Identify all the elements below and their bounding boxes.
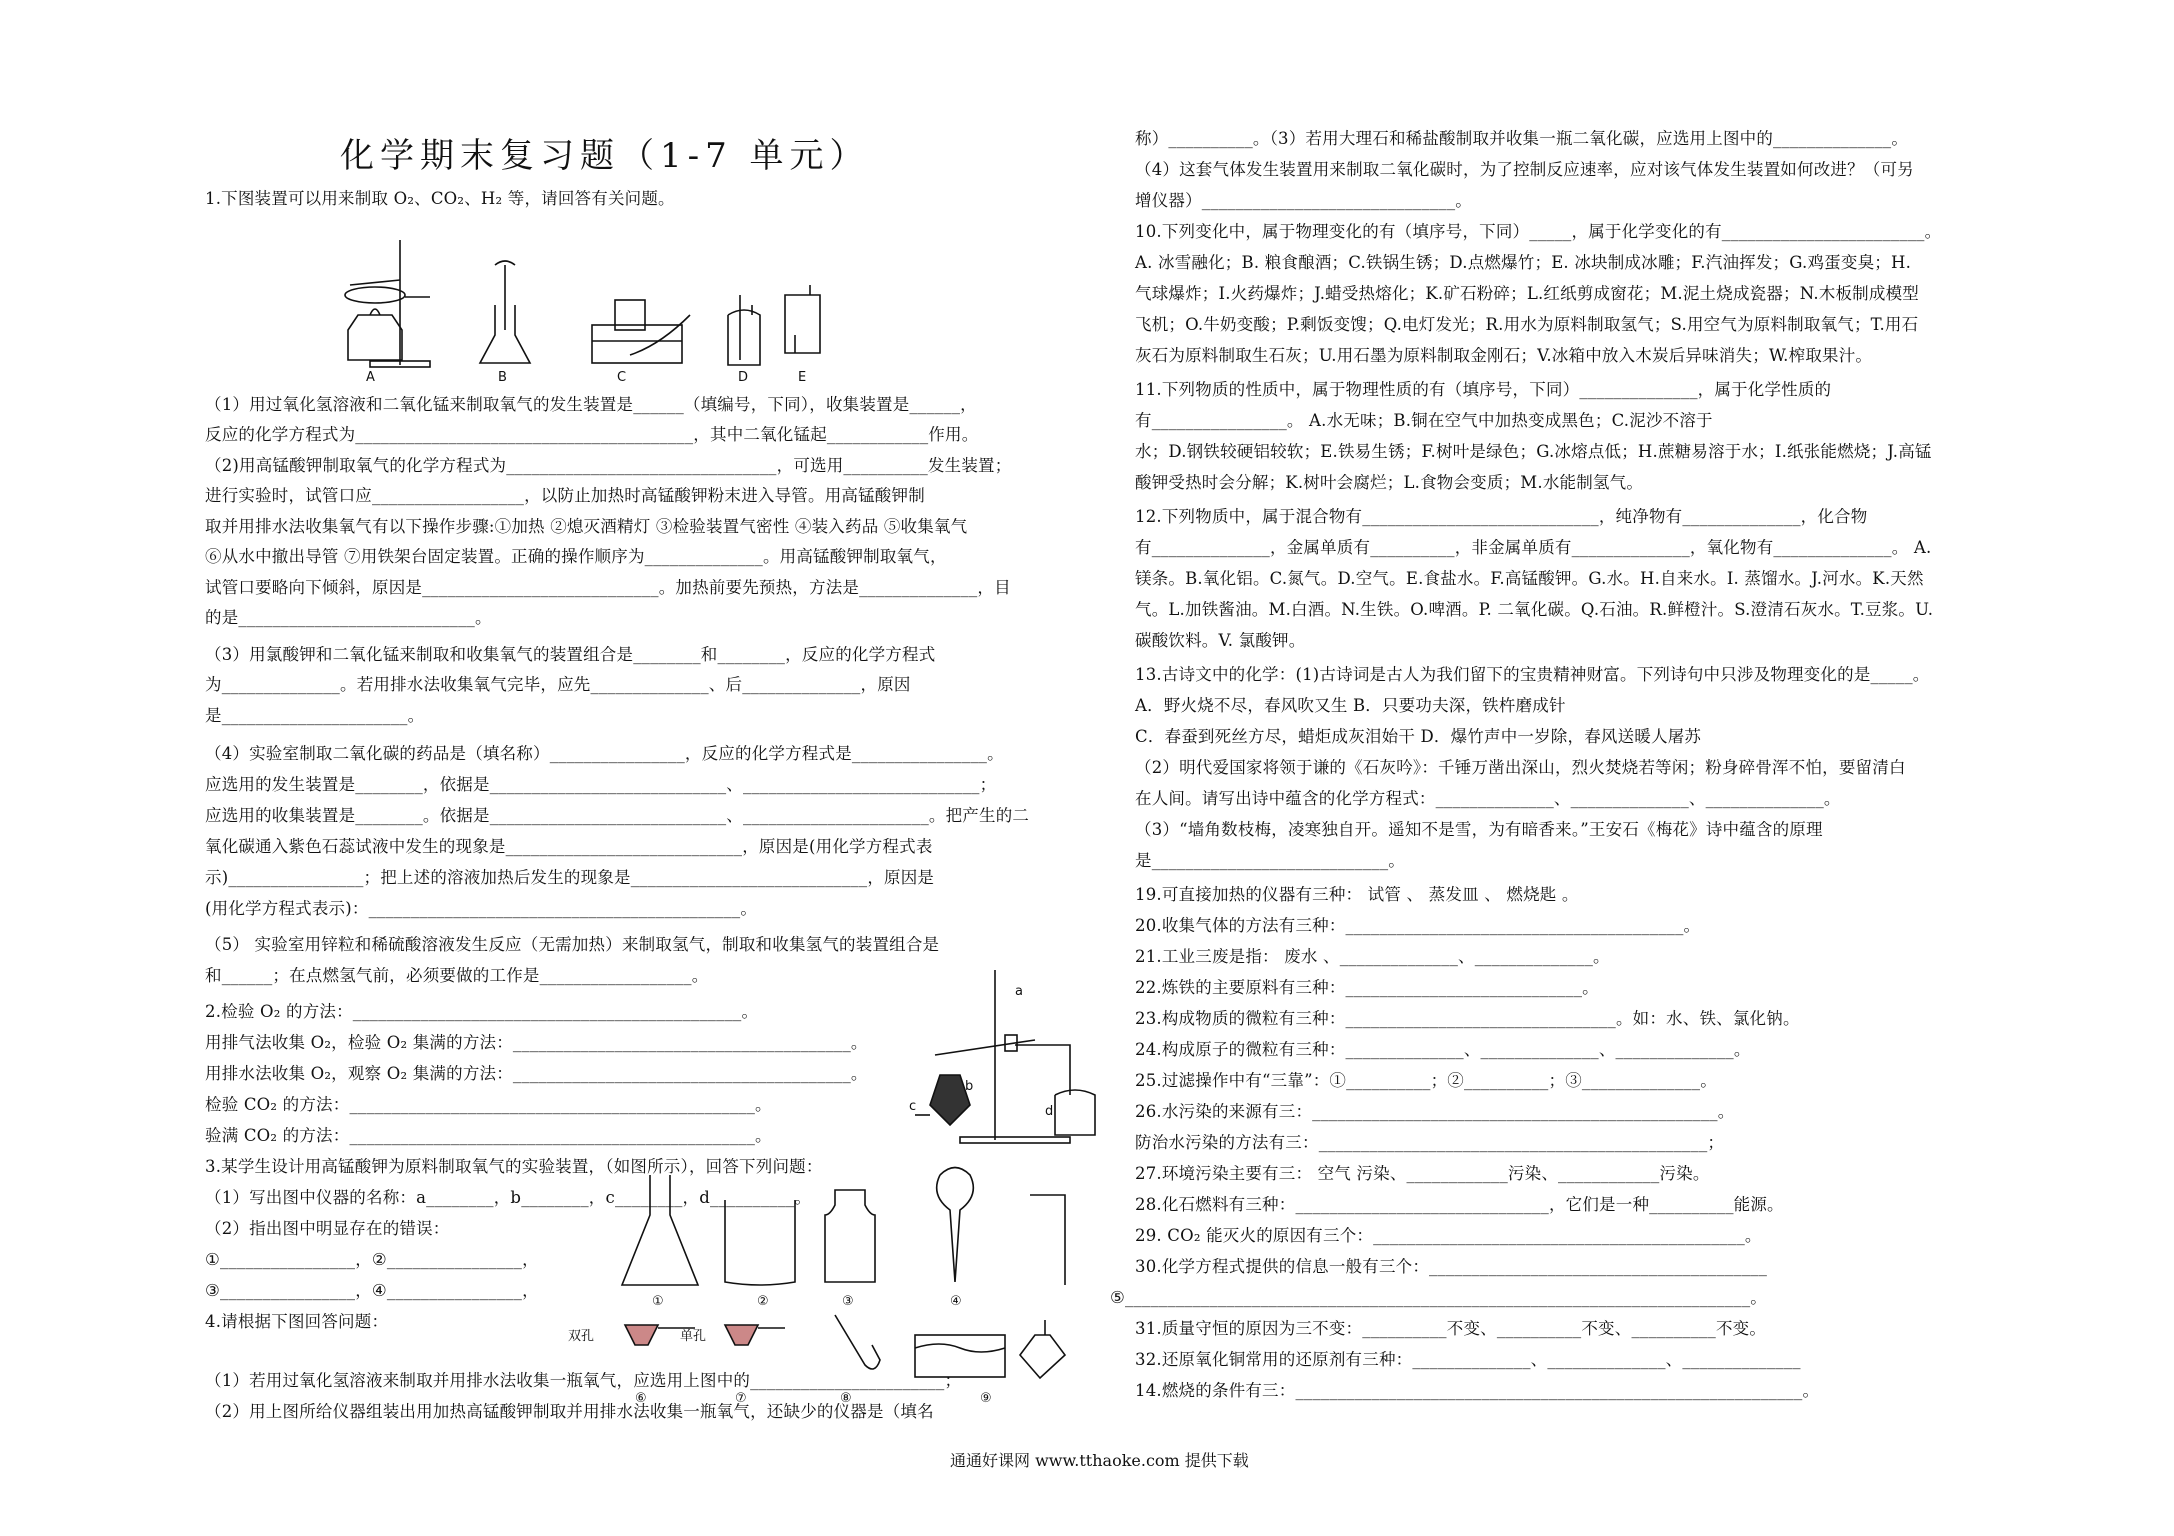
q26-line1: 26.水污染的来源有三：________________________________________________。: [1135, 1102, 1735, 1121]
q4-part2: （2）用上图所给仪器组装出用加热高锰酸钾制取并用排水法收集一瓶氧气，还缺少的仪器是（填名: [205, 1402, 934, 1421]
q13-part3-line1: （3）“墙角数枝梅，凌寒独自开。遥知不是雪，为有暗香来。”王安石《梅花》诗中蕴含的原理: [1135, 820, 1823, 839]
q3-part2: （2）指出图中明显存在的错误：: [205, 1219, 450, 1238]
q1-part4-line1: （4）实验室制取二氧化碳的药品是（填名称）________________，反应的化学方程式是________________。: [205, 744, 1004, 763]
apparatus-label-b: B: [498, 370, 507, 385]
q3-prompt: 3.某学生设计用高锰酸钾为原料制取氧气的实验装置，（如图所示），回答下列问题：: [205, 1157, 823, 1176]
page-title: 化学期末复习题（1-7 单元）: [340, 136, 870, 176]
q12-options-1: 镁条。B.氧化铝。C.氮气。D.空气。E.食盐水。F.高锰酸钾。G.水。H.自来水。I. 蒸馏水。J.河水。K.天然: [1135, 569, 1924, 588]
q4-label-9: ⑨: [980, 1391, 992, 1406]
apparatus-label-c: C: [617, 370, 627, 385]
q3-errors-1: ①________________，②________________，: [205, 1250, 539, 1269]
q13-options-ab: A．野火烧不尽，春风吹又生 B．只要功夫深，铁杵磨成针: [1135, 696, 1566, 715]
q1-part4-line2: 应选用的发生装置是________，依据是____________________________、____________________________；: [205, 775, 997, 794]
q4-label-8: ⑧: [840, 1391, 852, 1406]
q30-line1: 30.化学方程式提供的信息一般有三个：________________________________________: [1135, 1257, 1768, 1276]
q12-options-3: 碳酸饮料。V. 氯酸钾。: [1135, 631, 1306, 650]
apparatus-figure-a-e: [330, 235, 870, 385]
q11-prompt: 11.下列物质的性质中，属于物理性质的有（填序号，下同）______________，属于化学性质的: [1135, 380, 1832, 399]
q2-line4: 检验 CO₂ 的方法：________________________________________________。: [205, 1095, 772, 1114]
q10-options-3: 飞机；O.牛奶变酸；P.剩饭变馊；Q.电灯发光；R.用水为原料制取氢气；S.用空气为原料制取氧气；T.用石: [1135, 315, 1919, 334]
q2-line2: 用排气法收集 O₂，检验 O₂ 集满的方法：________________________________________。: [205, 1033, 868, 1052]
q10-options-2: 气球爆炸；I.火药爆炸；J.蜡受热熔化；K.矿石粉碎；L.红纸剪成窗花；M.泥土烧成瓷器；N.木板制成模型: [1135, 284, 1919, 303]
q12-options-2: 气。L.加铁酱油。M.白酒。N.生铁。O.啤酒。P. 二氧化碳。Q.石油。R.鲜橙汁。S.澄清石灰水。T.豆浆。U.: [1135, 600, 1934, 619]
q1-part4-line3: 应选用的收集装置是________。依据是____________________________、______________________。把产生的二: [205, 806, 1030, 825]
q1-part4-line4: 氧化碳通入紫色石蕊试液中发生的现象是____________________________，原因是(用化学方程式表: [205, 837, 933, 856]
q4-instruments-row1: [610, 1160, 1080, 1310]
q26-line2: 防治水污染的方法有三：______________________________________________；: [1135, 1133, 1725, 1152]
q27: 27.环境污染主要有三： 空气 污染、____________污染、____________污染。: [1135, 1164, 1710, 1183]
q1-part2-line4: ⑥从水中撤出导管 ⑦用铁架台固定装置。正确的操作顺序为______________。用高锰酸钾制取氧气，: [205, 547, 947, 566]
q20: 20.收集气体的方法有三种：________________________________________。: [1135, 916, 1701, 935]
q2-line3: 用排水法收集 O₂，观察 O₂ 集满的方法：________________________________________。: [205, 1064, 868, 1083]
q3-label-a: a: [1015, 984, 1023, 999]
q13-options-cd: C．春蚕到死丝方尽，蜡炬成灰泪始干 D．爆竹声中一岁除，春风送暖人屠苏: [1135, 727, 1702, 746]
q10-prompt: 10.下列变化中，属于物理变化的有（填序号，下同）_____，属于化学变化的有________________________。: [1135, 222, 1942, 241]
q1-part1-line2: 反应的化学方程式为________________________________________，其中二氧化锰起____________作用。: [205, 425, 979, 444]
q11-options-1: 有________________。 A.水无味；B.铜在空气中加热变成黑色；C.泥沙不溶于: [1135, 411, 1713, 430]
q4-word-double-hole: 双孔: [568, 1329, 595, 1344]
q11-options-2: 水；D.钢铁较硬铝较软；E.铁易生锈；F.树叶是绿色；G.冰熔点低；H.蔗糖易溶于水；I.纸张能燃烧；J.高锰: [1135, 442, 1932, 461]
q3-label-b: b: [965, 1079, 974, 1094]
q25: 25.过滤操作中有“三靠”：①__________；②__________；③______________。: [1135, 1071, 1717, 1090]
q1-part3-line1: （3）用氯酸钾和二氧化锰来制取和收集氧气的装置组合是________和________，反应的化学方程式: [205, 645, 936, 664]
q4-part4-line2: 增仪器）______________________________。: [1135, 191, 1472, 210]
q24: 24.构成原子的微粒有三种：______________、______________、______________。: [1135, 1040, 1751, 1059]
apparatus-label-a: A: [366, 370, 375, 385]
q1-part2-line1: （2)用高锰酸钾制取氧气的化学方程式为________________________________，可选用__________发生装置；: [205, 456, 1012, 475]
q3-apparatus-figure: [905, 965, 1100, 1150]
q3-label-c: c: [909, 1099, 917, 1114]
q1-prompt: 1.下图装置可以用来制取 O₂、CO₂、H₂ 等，请回答有关问题。: [205, 189, 675, 208]
q13-part3-line2: 是____________________________。: [1135, 851, 1405, 870]
apparatus-label-d: D: [738, 370, 749, 385]
q29: 29. CO₂ 能灭火的原因有三个：____________________________________________。: [1135, 1226, 1762, 1245]
q4-part4-line1: （4）这套气体发生装置用来制取二氧化碳时，为了控制反应速率，应对该气体发生装置如何改进？（可另: [1135, 160, 1914, 179]
q4-label-4: ④: [950, 1294, 962, 1309]
q13-prompt: 13.古诗文中的化学：(1)古诗词是古人为我们留下的宝贵精神财富。下列诗句中只涉及物理变化的是_____。: [1135, 665, 1930, 684]
q12-prompt: 12.下列物质中，属于混合物有____________________________，纯净物有______________，化合物: [1135, 507, 1868, 526]
q3-label-d: d: [1045, 1104, 1054, 1119]
q32: 32.还原氧化铜常用的还原剂有三种：______________、______________、______________: [1135, 1350, 1801, 1369]
q4-word-single-hole: 单孔: [680, 1329, 707, 1344]
q13-part2-line2: 在人间。请写出诗中蕴含的化学方程式：______________、______________、______________。: [1135, 789, 1841, 808]
q1-part2-line6: 的是____________________________。: [205, 608, 492, 627]
q1-part5-line2: 和______；在点燃氢气前，必须要做的工作是__________________。: [205, 966, 709, 985]
q1-part2-line5: 试管口要略向下倾斜，原因是____________________________。加热前要先预热，方法是______________，目: [205, 578, 1011, 597]
q13-part2-line1: （2）明代爱国家将领于谦的《石灰吟》：千锤万凿出深山，烈火焚烧若等闲；粉身碎骨浑不怕，要留清白: [1135, 758, 1906, 777]
q4-part1: （1）若用过氧化氢溶液来制取并用排水法收集一瓶氧气，应选用上图中的_______________________；: [205, 1371, 962, 1390]
q28: 28.化石燃料有三种：______________________________，它们是一种__________能源。: [1135, 1195, 1784, 1214]
q4-label-7: ⑦: [735, 1391, 747, 1406]
q12-line2: 有______________，金属单质有__________，非金属单质有______________，氧化物有______________。 A.: [1135, 538, 1932, 557]
q22: 22.炼铁的主要原料有三种：____________________________。: [1135, 978, 1599, 997]
q1-part1-line1: （1）用过氧化氢溶液和二氧化锰来制取氧气的发生装置是______（填编号，下同），收集装置是______，: [205, 395, 977, 414]
q4-label-6: ⑥: [635, 1391, 647, 1406]
q1-part4-line6: (用化学方程式表示)：____________________________________________。: [205, 899, 758, 918]
q10-options-4: 灰石为原料制取生石灰；U.用石墨为原料制取金刚石；V.冰箱中放入木炭后异味消失；W.榨取果汁。: [1135, 346, 1873, 365]
q19: 19.可直接加热的仪器有三种： 试管 、 蒸发皿 、 燃烧匙 。: [1135, 885, 1579, 904]
q1-part3-line2: 为______________。若用排水法收集氧气完毕，应先______________、后______________，原因: [205, 675, 911, 694]
q2-line5: 验满 CO₂ 的方法：________________________________________________。: [205, 1126, 772, 1145]
q1-part2-line2: 进行实验时，试管口应__________________，以防止加热时高锰酸钾粉末进入导管。用高锰酸钾制: [205, 486, 925, 505]
q1-part2-line3: 取并用排水法收集氧气有以下操作步骤:①加热 ②熄灭酒精灯 ③检验装置气密性 ④装入药品 ⑤收集氧气: [205, 517, 968, 536]
q4-instruments-row2: [560, 1310, 1080, 1405]
q11-options-3: 酸钾受热时会分解；K.树叶会腐烂；L.食物会变质；M.水能制氢气。: [1135, 473, 1644, 492]
q2-line1: 2.检验 O₂ 的方法：______________________________________________。: [205, 1002, 759, 1021]
q23: 23.构成物质的微粒有三种：________________________________。如：水、铁、氯化钠。: [1135, 1009, 1800, 1028]
q4-label-3: ③: [842, 1294, 854, 1309]
q1-part4-line5: 示)________________；把上述的溶液加热后发生的现象是____________________________，原因是: [205, 868, 935, 887]
apparatus-label-e: E: [798, 370, 807, 385]
page-footer: 通通好课网 www.tthaoke.com 提供下载: [950, 1451, 1249, 1470]
q14: 14.燃烧的条件有三：____________________________________________________________。: [1135, 1381, 1820, 1400]
q3-part1: （1）写出图中仪器的名称：a________，b________，c________，d__________。: [205, 1188, 812, 1207]
q4-label-1: ①: [652, 1294, 664, 1309]
q1-part3-line3: 是______________________。: [205, 706, 425, 725]
q31: 31.质量守恒的原因为三不变：__________不变、__________不变、__________不变。: [1135, 1319, 1767, 1338]
q4-label-2: ②: [757, 1294, 769, 1309]
q10-options-1: A. 冰雪融化；B. 粮食酿酒；C.铁锅生锈；D.点燃爆竹；E. 冰块制成冰雕；F.汽油挥发；G.鸡蛋变臭；H.: [1135, 253, 1912, 272]
q4-prompt: 4.请根据下图回答问题：: [205, 1312, 389, 1331]
q3-errors-2: ③________________，④________________，: [205, 1281, 539, 1300]
q4-part2-cont: 称）__________。（3）若用大理石和稀盐酸制取并收集一瓶二氧化碳，应选用上图中的______________。: [1135, 129, 1909, 148]
q21: 21.工业三废是指： 废水 、______________、______________。: [1135, 947, 1610, 966]
q1-part5-line1: （5） 实验室用锌粒和稀硫酸溶液发生反应（无需加热）来制取氢气，制取和收集氢气的装置组合是: [205, 935, 940, 954]
q30-line2: ⑤__________________________________________________________________________。: [1110, 1288, 1767, 1307]
